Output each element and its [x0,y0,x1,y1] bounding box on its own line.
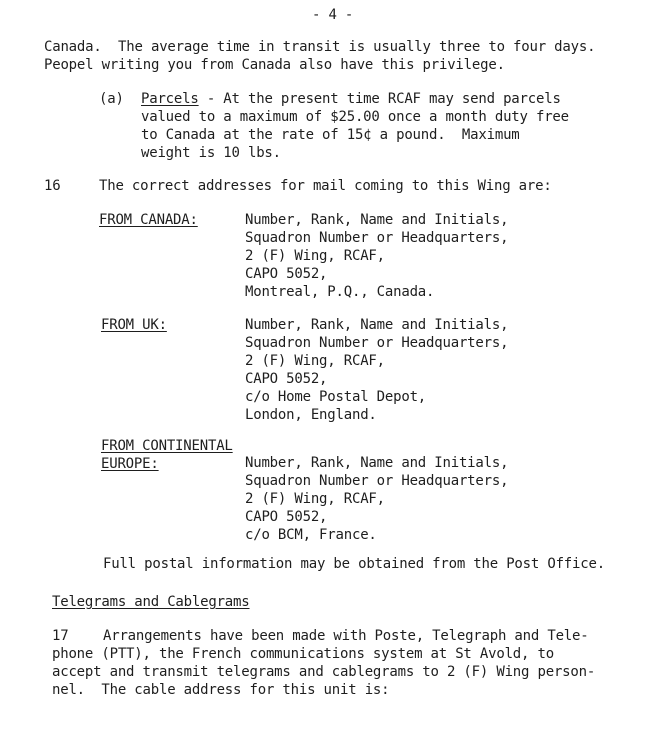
intro-line-2: Peopel writing you from Canada also have this privilege. [44,57,505,73]
para-17-line-2: phone (PTT), the French communications system at St Avold, to [52,646,554,662]
from-europe-label: FROM CONTINENTAL [101,438,233,454]
uk-address-line: Number, Rank, Name and Initials, [245,317,509,333]
page-number: - 4 - [312,7,354,23]
canada-address-line: Montreal, P.Q., Canada. [245,284,435,300]
from-europe-label-2: EUROPE: [101,456,159,472]
item-a-line-1 [141,90,561,108]
europe-address-line: 2 (F) Wing, RCAF, [245,491,385,507]
uk-address-line: CAPO 5052, [245,371,328,387]
europe-address-line: c/o BCM, France. [245,527,377,543]
uk-address-line: 2 (F) Wing, RCAF, [245,353,385,369]
canada-address-line: CAPO 5052, [245,266,328,282]
canada-address-line: Number, Rank, Name and Initials, [245,212,509,228]
item-a-line-1-rest: - At the present time RCAF may send parcels [198,91,561,107]
para-16-number: 16 [44,178,61,194]
item-a-line-2: valued to a maximum of $25.00 once a month duty free [141,109,569,125]
para-17-number: 17 [52,628,69,644]
section-heading: Telegrams and Cablegrams [52,594,250,610]
item-a-line-3: to Canada at the rate of 15¢ a pound. Maximum [141,127,520,143]
intro-line-1: Canada. The average time in transit is usually three to four days. [44,39,596,55]
canada-address-line: 2 (F) Wing, RCAF, [245,248,385,264]
uk-address-line: Squadron Number or Headquarters, [245,335,509,351]
para-16-text: The correct addresses for mail coming to this Wing are: [99,178,552,194]
from-uk-label: FROM UK: [101,317,167,333]
item-a-heading: Parcels [141,91,199,107]
item-a-line-4: weight is 10 lbs. [141,145,281,161]
para-17-line-3: accept and transmit telegrams and cablegrams to 2 (F) Wing person- [52,664,596,680]
europe-address-line: Squadron Number or Headquarters, [245,473,509,489]
canada-address-line: Squadron Number or Headquarters, [245,230,509,246]
europe-address-line: Number, Rank, Name and Initials, [245,455,509,471]
uk-address-line: c/o Home Postal Depot, [245,389,427,405]
para-17-line-1: Arrangements have been made with Poste, Telegraph and Tele- [103,628,589,644]
uk-address-line: London, England. [245,407,377,423]
postal-info-note: Full postal information may be obtained from the Post Office. [103,556,605,572]
item-a-marker: (a) [99,91,124,107]
para-17-line-4: nel. The cable address for this unit is: [52,682,390,698]
from-canada-label: FROM CANADA: [99,212,198,228]
europe-address-line: CAPO 5052, [245,509,328,525]
